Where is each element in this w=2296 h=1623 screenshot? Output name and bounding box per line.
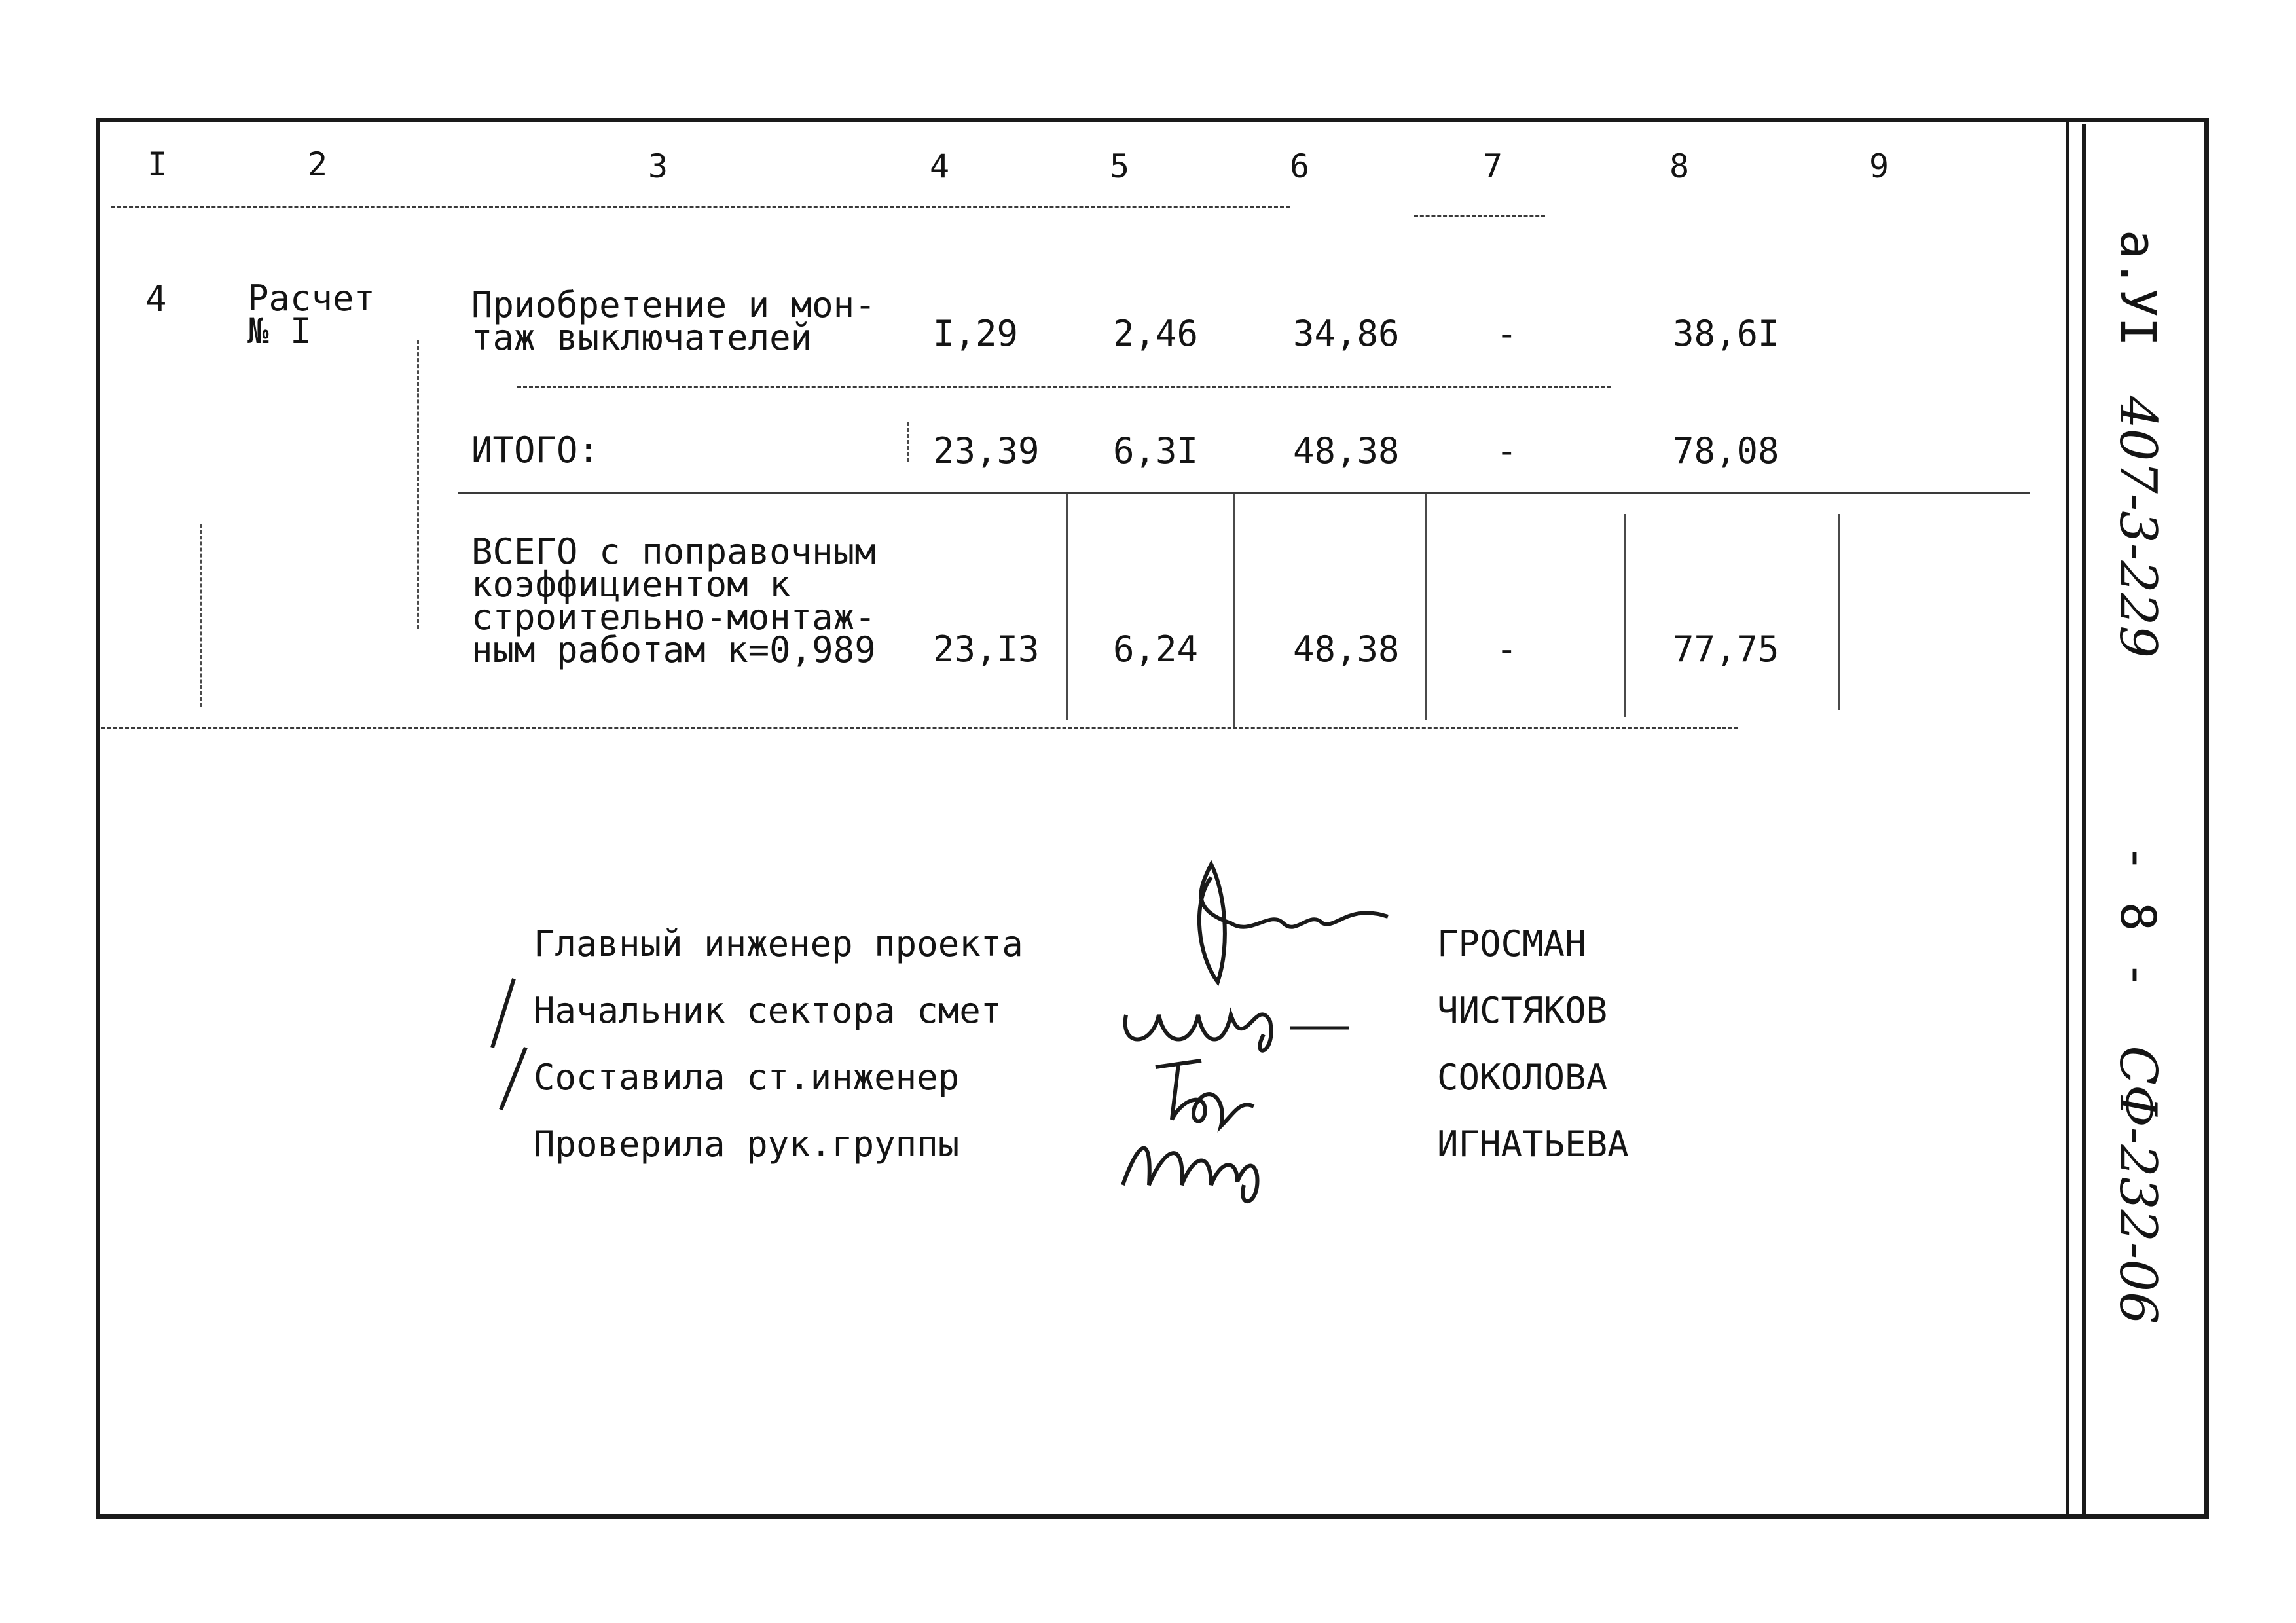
signature-role-2: Начальник сектора смет xyxy=(534,990,1002,1031)
total-col-7: - xyxy=(1496,629,1518,670)
signature-name-4: ИГНАТЬЕВА xyxy=(1437,1123,1629,1165)
total-label-line-4: ным работам к=0,989 xyxy=(471,629,876,670)
header-col-3: 3 xyxy=(648,147,668,185)
col-sep-4 xyxy=(907,422,909,462)
stamp-divider-right xyxy=(2082,124,2086,1519)
header-col-8: 8 xyxy=(1669,147,1690,185)
signature-name-1: ГРОСМАН xyxy=(1437,923,1586,964)
album-code: а.УI xyxy=(2109,229,2166,347)
project-code: 407-3-229 xyxy=(2108,395,2167,659)
subtotal-rule xyxy=(458,492,2030,494)
stamp-divider-left xyxy=(2066,118,2069,1519)
signature-role-4: Проверила рук.группы xyxy=(534,1123,960,1165)
header-col-7: 7 xyxy=(1483,147,1503,185)
item-col-4: I,29 xyxy=(933,313,1019,354)
item-name-line-1: Приобретение и мон- xyxy=(471,284,876,325)
page-number: - 8 - xyxy=(2109,843,2166,990)
header-rule xyxy=(111,206,1290,208)
subtotal-col-6: 48,38 xyxy=(1293,430,1400,471)
header-rule-right xyxy=(1414,215,1545,217)
item-col-5: 2,46 xyxy=(1113,313,1199,354)
signature-role-1: Главный инженер проекта xyxy=(534,923,1023,964)
col-sep-9 xyxy=(1838,514,1840,710)
total-label-line-3: строительно-монтаж- xyxy=(471,596,876,638)
item-name-line-2: таж выключателей xyxy=(471,317,812,358)
calc-ref-line-1: Расчет xyxy=(247,278,376,319)
signature-scribble-4 xyxy=(1113,1113,1283,1211)
item-col-8: 38,6I xyxy=(1673,313,1779,354)
header-col-9: 9 xyxy=(1869,147,1889,185)
subtotal-label: ИТОГО: xyxy=(471,429,600,471)
header-col-2: 2 xyxy=(308,145,328,183)
item-rule xyxy=(517,386,1611,388)
total-col-5: 6,24 xyxy=(1113,629,1199,670)
col-sep-8 xyxy=(1624,514,1626,717)
header-col-5: 5 xyxy=(1110,147,1130,185)
check-mark-icon xyxy=(484,976,524,1054)
signature-name-2: ЧИСТЯКОВ xyxy=(1437,990,1608,1031)
total-col-6: 48,38 xyxy=(1293,629,1400,670)
header-col-6: 6 xyxy=(1290,147,1310,185)
total-col-4: 23,I3 xyxy=(933,629,1040,670)
header-col-4: 4 xyxy=(930,147,950,185)
document-code: СФ-232-06 xyxy=(2108,1046,2167,1324)
subtotal-col-5: 6,3I xyxy=(1113,430,1199,471)
check-mark-icon xyxy=(494,1044,534,1116)
item-col-6: 34,86 xyxy=(1293,313,1400,354)
subtotal-col-8: 78,08 xyxy=(1673,430,1779,471)
row-number: 4 xyxy=(145,278,167,319)
total-label-line-1: ВСЕГО с поправочным xyxy=(471,531,876,572)
signature-role-3: Составила ст.инженер xyxy=(534,1057,960,1098)
signature-name-3: СОКОЛОВА xyxy=(1437,1057,1608,1098)
col-sep-7 xyxy=(1425,494,1427,720)
calc-ref-line-2: № I xyxy=(247,310,312,352)
subtotal-col-7: - xyxy=(1496,430,1518,471)
total-col-8: 77,75 xyxy=(1673,629,1779,670)
total-label-line-2: коэффициентом к xyxy=(471,564,791,605)
col-sep-6 xyxy=(1233,494,1235,727)
col-sep-5 xyxy=(1066,494,1068,720)
item-col-7: - xyxy=(1496,313,1518,354)
col-sep-1 xyxy=(200,524,202,707)
header-col-1: I xyxy=(147,145,168,183)
col-sep-3 xyxy=(417,340,419,629)
table-bottom-rule xyxy=(101,727,1738,729)
subtotal-col-4: 23,39 xyxy=(933,430,1040,471)
